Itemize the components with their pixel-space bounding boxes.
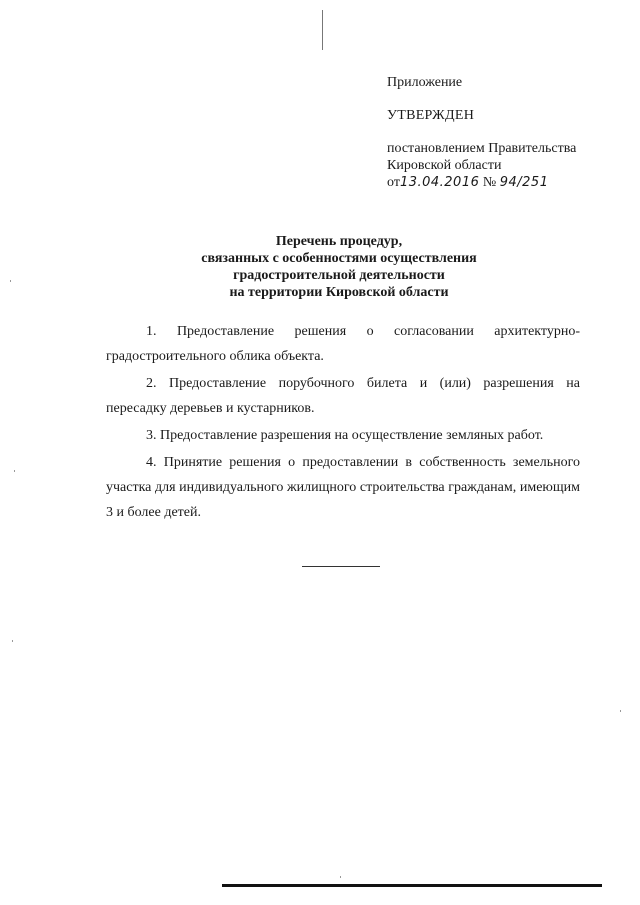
document-title bbox=[100, 233, 578, 301]
title-line-1: Перечень процедур, bbox=[275, 234, 403, 249]
scan-speck bbox=[340, 876, 341, 878]
scan-speck bbox=[10, 280, 11, 282]
approved-label: УТВЕРЖДЕН bbox=[387, 108, 475, 123]
bottom-rule bbox=[222, 884, 602, 887]
title-line-2: связанных с особенностями осуществления bbox=[201, 251, 477, 266]
issuer-line-2: Кировской области bbox=[387, 158, 502, 173]
scan-speck bbox=[14, 470, 15, 472]
number-prefix: № bbox=[482, 175, 497, 190]
title-line-4: на территории Кировской области bbox=[229, 285, 449, 300]
scan-speck bbox=[620, 710, 621, 712]
date-number-line bbox=[387, 174, 627, 191]
approval-block bbox=[387, 74, 627, 191]
appendix-label: Приложение bbox=[387, 75, 463, 90]
list-item: 1. Предоставление решения о согласовании архитектурно-градостроительного облика объекта. bbox=[106, 324, 580, 364]
issuer-line-1: постановлением Правительства bbox=[387, 141, 577, 156]
end-divider bbox=[302, 566, 380, 567]
handwritten-date: 13.04.2016 bbox=[399, 175, 480, 190]
handwritten-number: 94/251 bbox=[499, 175, 549, 190]
scan-speck bbox=[12, 640, 13, 642]
list-item: 3. Предоставление разрешения на осуществление земляных работ. bbox=[146, 428, 544, 443]
procedure-list bbox=[106, 319, 580, 527]
title-line-3: градостроительной деятельности bbox=[233, 268, 445, 283]
date-prefix: от bbox=[387, 175, 400, 190]
scan-artifact-line bbox=[322, 10, 323, 50]
list-item: 4. Принятие решения о предоставлении в собственность земельного участка для индивидуального жилищного строительства гражданам, имеющим 3 и более детей. bbox=[106, 455, 580, 520]
list-item: 2. Предоставление порубочного билета и (или) разрешения на пересадку деревьев и кустарников. bbox=[106, 376, 580, 416]
